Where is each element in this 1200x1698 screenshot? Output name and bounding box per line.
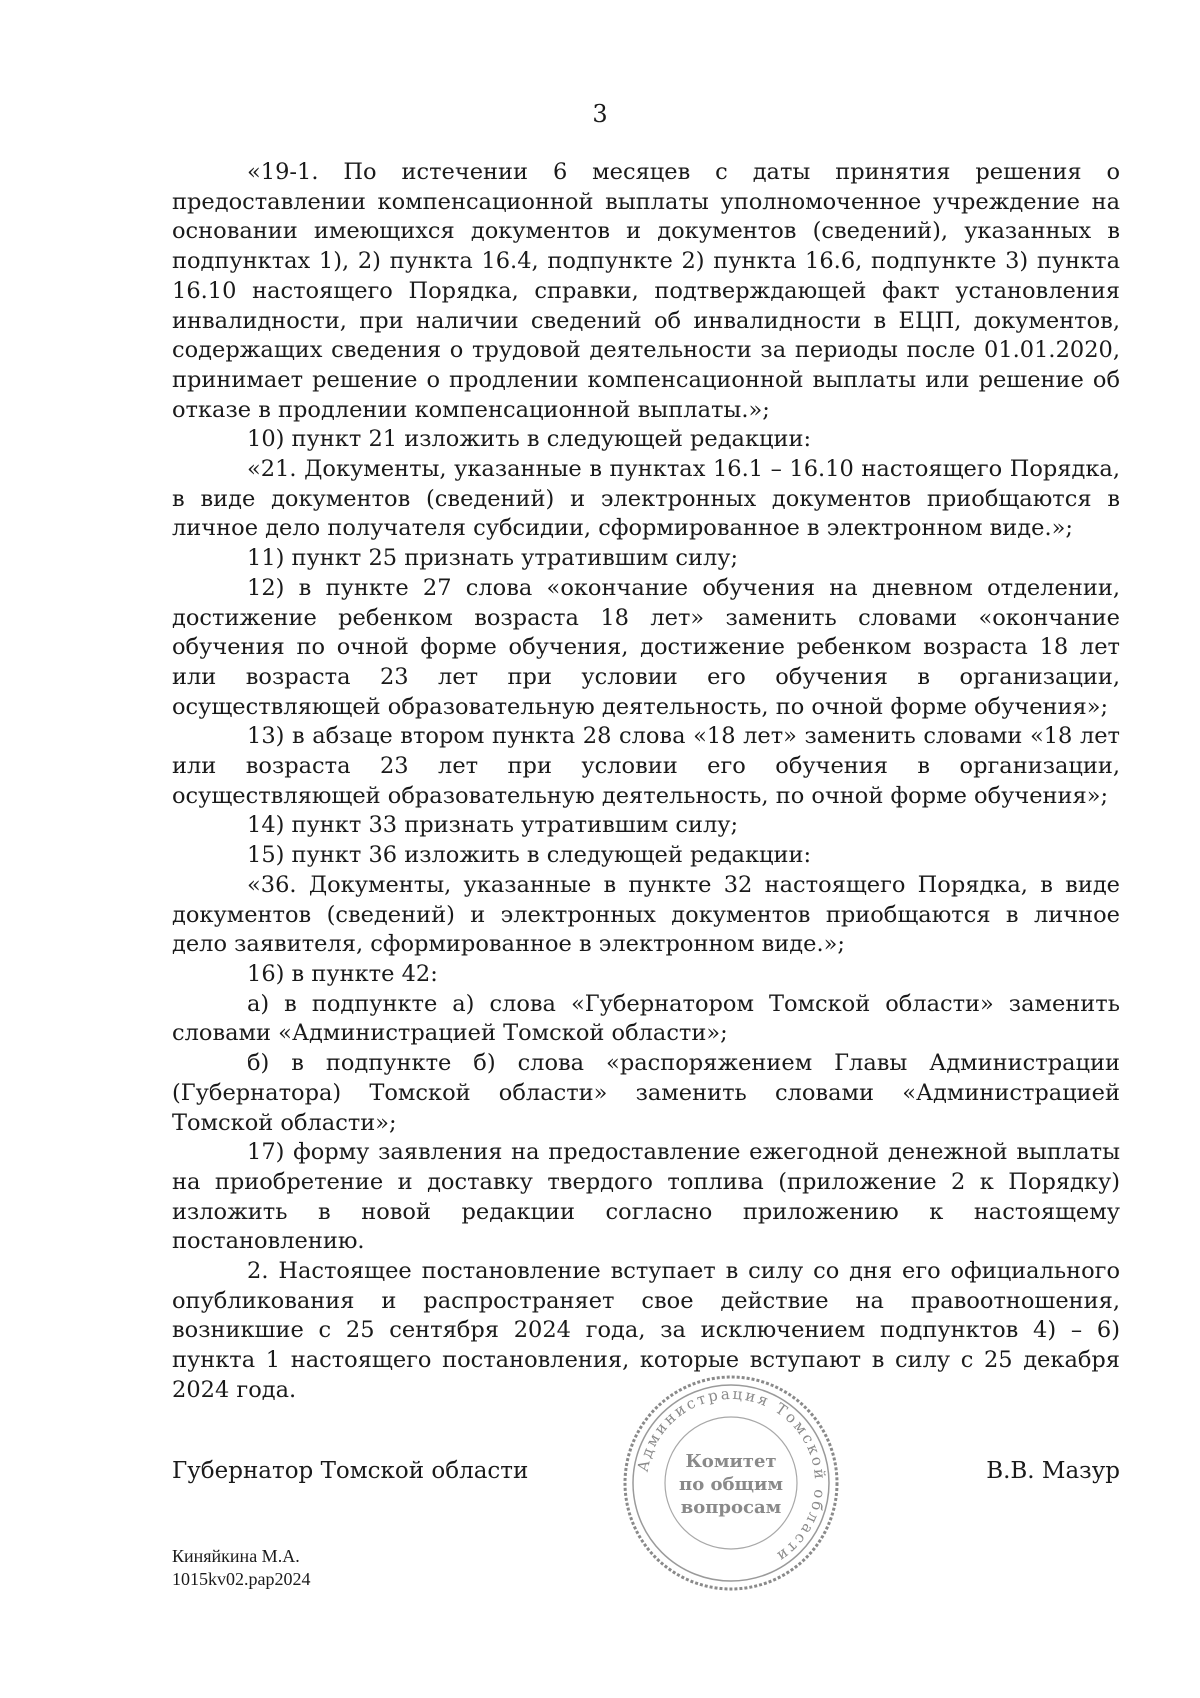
file-code: 1015kv02.pap2024 bbox=[172, 1569, 311, 1589]
paragraph-36: «36. Документы, указанные в пункте 32 настоящего Порядка, в виде документов (сведений) и электронных документов приобщаются в личное дело заявителя, сформированное в электронном виде.»; bbox=[172, 871, 1120, 958]
paragraph-19-1: «19-1. По истечении 6 месяцев с даты принятия решения о предоставлении компенсационной выплаты уполномоченное учреждение на основании имеющихся документов и документов (сведений), указанных в подпунктах 1), 2) пункта 16.4, подпункте 2) пункта 16.6, подпункте 3) пункта 16.10 настоящего Порядка, справки, подтверждающей факт установления инвалидности, при наличии сведений об инвалидности в ЕЦП, документов, содержащих сведения о трудовой деятельности за периоды после 01.01.2020, принимает решение о продлении компенсационной выплаты или решение об отказе в продлении компенсационной выплаты.»; bbox=[172, 159, 1120, 423]
seal-line-1: Комитет bbox=[685, 1451, 777, 1472]
paragraph-item-14: 14) пункт 33 признать утратившим силу; bbox=[247, 812, 739, 839]
executor-name: Киняйкина М.А. bbox=[172, 1546, 300, 1566]
signatory-position: Губернатор Томской области bbox=[172, 1458, 529, 1484]
paragraph-item-17: 17) форму заявления на предоставление ежегодной денежной выплаты на приобретение и доставку твердого топлива (приложение 2 к Порядку) изложить в новой редакции согласно приложению к настоящему постановлению. bbox=[172, 1139, 1120, 1255]
paragraph-item-16-a: а) в подпункте а) слова «Губернатором Томской области» заменить словами «Администрацией Томской области»; bbox=[172, 990, 1120, 1047]
paragraph-item-16-b: б) в подпункте б) слова «распоряжением Главы Администрации (Губернатора) Томской области» заменить словами «Администрацией Томской области»; bbox=[172, 1050, 1120, 1136]
page-number: 3 bbox=[592, 100, 608, 128]
signatory-name: В.В. Мазур bbox=[986, 1458, 1120, 1484]
paragraph-21: «21. Документы, указанные в пунктах 16.1 – 16.10 настоящего Порядка, в виде документов (сведений) и электронных документов приобщаются в личное дело получателя субсидии, сформированное в электронном виде.»; bbox=[172, 456, 1120, 542]
paragraph-item-10: 10) пункт 21 изложить в следующей редакции: bbox=[247, 426, 812, 453]
paragraph-item-12: 12) в пункте 27 слова «окончание обучения на дневном отделении, достижение ребенком возраста 18 лет» заменить словами «окончание обучения по очной форме обучения, достижение ребенком возраста 18 лет или возраста 23 лет при условии его обучения в организации, осуществляющей образовательную деятельность, по очной форме обучения»; bbox=[172, 574, 1120, 720]
paragraph-item-15: 15) пункт 36 изложить в следующей редакции: bbox=[247, 842, 812, 869]
seal-line-2: по общим bbox=[679, 1474, 783, 1495]
paragraph-item-11: 11) пункт 25 признать утратившим силу; bbox=[247, 545, 739, 572]
paragraph-item-16: 16) в пункте 42: bbox=[247, 960, 438, 987]
seal-ring-text: Администрация Томской области bbox=[633, 1384, 830, 1567]
paragraph-section-2: 2. Настоящее постановление вступает в силу со дня его официального опубликования и распространяет свое действие на правоотношения, возникшие с 25 сентября 2024 года, за исключением подпунктов 4) – 6) пункта 1 настоящего постановления, которые вступают в силу с 25 декабря 2024 года. bbox=[172, 1258, 1120, 1403]
paragraph-item-13: 13) в абзаце втором пункта 28 слова «18 лет» заменить словами «18 лет или возраста 23 лет при условии его обучения в организации, осуществляющей образовательную деятельность, по очной форме обучения»; bbox=[172, 723, 1120, 809]
document-footer bbox=[172, 1545, 311, 1591]
seal-line-3: вопросам bbox=[680, 1497, 782, 1518]
official-seal bbox=[620, 1372, 842, 1594]
document-body bbox=[172, 158, 1120, 1406]
